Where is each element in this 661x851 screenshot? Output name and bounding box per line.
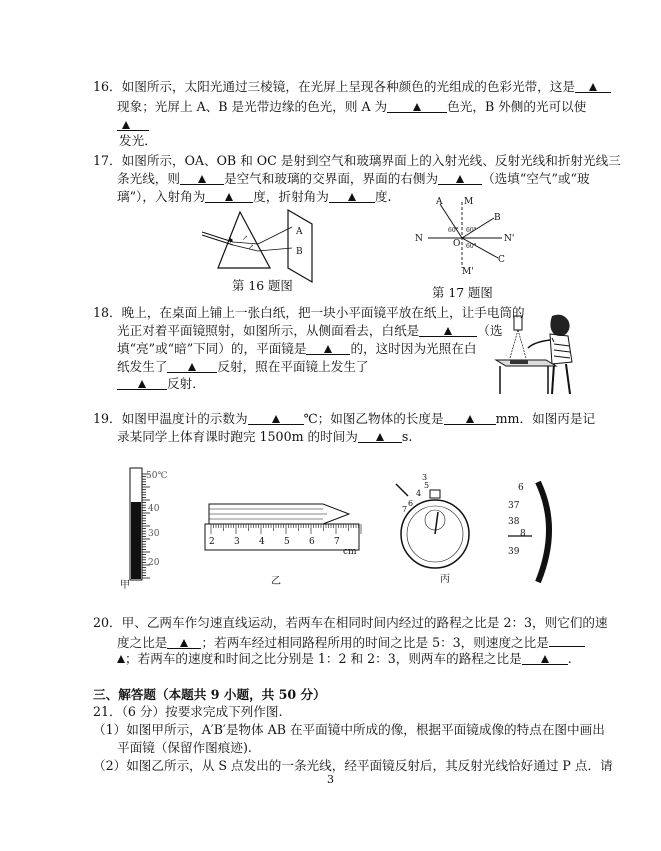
q18-line1: 18．晚上，在桌面上铺上一张白纸，把一块小平面镜平放在纸上，让手电筒的 xyxy=(93,305,525,320)
svg-text:O: O xyxy=(453,239,461,249)
triangle-marker-icon xyxy=(180,639,188,647)
svg-text:8: 8 xyxy=(520,529,526,539)
thermo-tick-label: 40 xyxy=(148,504,160,514)
q18-line4: 纸发生了 反射，照在平面镜上发生了 xyxy=(117,359,369,374)
triangle-marker-icon xyxy=(348,193,356,201)
q17-caption: 第 17 题图 xyxy=(432,285,493,300)
triangle-marker-icon xyxy=(122,121,130,129)
svg-text:5: 5 xyxy=(424,481,430,490)
stopwatch-button xyxy=(430,490,440,498)
svg-text:7: 7 xyxy=(334,537,340,547)
answer-blank[interactable] xyxy=(438,171,482,185)
svg-text:4: 4 xyxy=(259,537,265,547)
svg-text:60°: 60° xyxy=(466,243,477,250)
triangle-marker-icon xyxy=(117,655,125,663)
svg-text:B: B xyxy=(494,213,501,223)
svg-text:60°: 60° xyxy=(466,227,477,234)
svg-text:cm: cm xyxy=(343,547,357,557)
triangle-marker-icon xyxy=(225,193,233,201)
triangle-marker-icon xyxy=(138,380,146,388)
q21-part2: （2）如图乙所示，从 S 点发出的一条光线，经平面镜反射后，其反射光线恰好通过 P 点．请 xyxy=(93,758,613,773)
triangle-marker-icon xyxy=(456,175,464,183)
triangle-marker-icon xyxy=(272,415,280,423)
svg-text:6: 6 xyxy=(408,499,414,508)
triangle-marker-icon xyxy=(324,345,332,353)
svg-text:C: C xyxy=(498,255,505,265)
thermo-tick-label: 50℃ xyxy=(146,471,168,481)
svg-text:60°: 60° xyxy=(448,227,459,234)
thermo-tick-label: 20 xyxy=(148,558,160,568)
answer-blank[interactable] xyxy=(358,429,402,443)
dial-arc xyxy=(538,482,549,582)
q16-line1: 16．如图所示，太阳光通过三棱镜，在光屏上呈现各种颜色的光组成的色彩光带，这是 xyxy=(93,79,611,95)
q18-line2: 光正对着平面镜照射，如图所示，从侧面看去，白纸是 （选 xyxy=(117,323,503,338)
label-a: A xyxy=(296,227,303,237)
answer-blank[interactable] xyxy=(205,189,253,203)
svg-text:↗: ↗ xyxy=(242,234,248,242)
q18-line5: 反射． xyxy=(117,376,205,392)
answer-blank[interactable] xyxy=(522,651,568,665)
q21-part1a: （1）如图甲所示，A′B′是物体 AB 在平面镜中所成的像，根据平面镜成像的特点在图中画出 xyxy=(93,722,605,737)
q17-line2: 条光线，则 是空气和玻璃的交界面，界面的右侧为 （选填“空气”或“玻 xyxy=(117,171,590,186)
q17-line3: 璃”），入射角为 度，折射角为 度. xyxy=(117,189,392,204)
stopwatch-figure xyxy=(394,470,480,590)
triangle-marker-icon xyxy=(541,655,549,663)
q21-part1b: 平面镜（保留作图痕迹). xyxy=(117,740,252,755)
triangle-marker-icon xyxy=(444,327,452,335)
answer-blank[interactable] xyxy=(117,376,167,390)
q16-caption: 第 16 题图 xyxy=(232,278,293,293)
triangle-marker-icon xyxy=(198,175,206,183)
svg-text:5: 5 xyxy=(284,537,290,547)
svg-text:39: 39 xyxy=(508,547,520,557)
answer-blank[interactable] xyxy=(180,171,224,185)
mirror xyxy=(510,360,528,364)
q19-line1: 19．如图甲温度计的示数为 ℃；如图乙物体的长度是 mm．如图丙是记 xyxy=(93,411,596,426)
answer-blank[interactable] xyxy=(549,633,585,647)
screen xyxy=(288,210,312,282)
q18-line3: 填“亮”或“暗”下同）的，平面镜是 的，这时因为光照在白 xyxy=(117,341,477,356)
svg-text:M': M' xyxy=(462,267,474,276)
section3-title: 三、解答题（本题共 9 小题，共 50 分） xyxy=(93,687,326,702)
svg-text:M: M xyxy=(464,197,474,207)
thermo-tick-label: 30 xyxy=(148,529,160,539)
svg-text:3: 3 xyxy=(422,473,428,482)
q20-line2: 度之比是 ；若两车经过相同路程所用的时间之比是 5：3，则速度之比是 xyxy=(117,633,585,651)
dial-needle xyxy=(396,484,408,496)
prism-figure xyxy=(200,204,325,284)
triangle-marker-icon xyxy=(413,103,421,111)
mercury-column xyxy=(131,502,141,579)
figure-label-yi: 乙 xyxy=(271,576,281,587)
thermometer-figure xyxy=(118,466,190,592)
triangle-marker-icon xyxy=(466,415,474,423)
svg-text:4: 4 xyxy=(416,489,422,498)
svg-text:3: 3 xyxy=(234,537,240,547)
triangle-marker-icon xyxy=(188,363,196,371)
answer-blank[interactable] xyxy=(419,323,477,337)
ruler-figure xyxy=(203,492,363,588)
flashlight-boy-figure xyxy=(492,310,580,396)
svg-text:N': N' xyxy=(504,234,515,244)
answer-blank[interactable] xyxy=(329,189,375,203)
figure-label-bing: 丙 xyxy=(440,574,450,585)
page-number: 3 xyxy=(327,773,334,786)
q19-line2: 录某同学上体育课时跑完 1500m 的时间为 s. xyxy=(117,429,413,444)
triangle-marker-icon xyxy=(376,433,384,441)
answer-blank[interactable] xyxy=(167,635,201,649)
refraction-figure xyxy=(410,196,520,276)
q21-stem: 21．（6 分）按要求完成下列作图. xyxy=(93,704,283,719)
answer-blank[interactable] xyxy=(167,359,217,373)
svg-text:↗: ↗ xyxy=(248,243,254,251)
q16-line3: 发光． xyxy=(119,133,157,148)
flashlight-icon xyxy=(514,316,522,330)
q16-line2: 现象；光屏上 A、B 是光带边缘的色光，则 A 为 色光，B 外侧的光可以使 xyxy=(117,99,587,114)
answer-blank[interactable] xyxy=(306,341,350,355)
q20-line3: ；若两车的速度和时间之比分别是 1：2 和 2：3，则两车的路程之比是 . xyxy=(117,651,572,667)
svg-text:37: 37 xyxy=(508,501,520,511)
q17-line1: 17．如图所示，OA、OB 和 OC 是射到空气和玻璃界面上的入射光线、反射光线和折射光线三 xyxy=(93,153,621,168)
svg-text:N: N xyxy=(415,234,423,244)
boy-head xyxy=(550,315,569,336)
svg-text:2: 2 xyxy=(209,537,215,547)
svg-text:A: A xyxy=(436,197,443,207)
triangle-marker-icon xyxy=(589,83,597,91)
answer-blank[interactable] xyxy=(575,79,611,93)
ray-to-b xyxy=(258,248,292,251)
answer-blank[interactable] xyxy=(444,411,496,425)
answer-blank[interactable] xyxy=(387,99,447,113)
figure-label-jia: 甲 xyxy=(120,580,130,591)
ray-to-a xyxy=(258,227,292,244)
label-b: B xyxy=(296,247,303,257)
svg-text:6: 6 xyxy=(309,537,315,547)
answer-blank[interactable] xyxy=(117,117,149,131)
q20-line1: 20．甲、乙两车作匀速直线运动，若两车在相同时间内经过的路程之比是 2：3，则它们的速 xyxy=(93,615,608,630)
svg-text:38: 38 xyxy=(508,517,520,527)
answer-blank[interactable] xyxy=(248,411,304,425)
svg-text:7: 7 xyxy=(402,505,408,514)
svg-text:6: 6 xyxy=(518,483,524,493)
q16-line3-blank xyxy=(117,117,149,133)
seconds-dial-figure xyxy=(488,478,558,590)
